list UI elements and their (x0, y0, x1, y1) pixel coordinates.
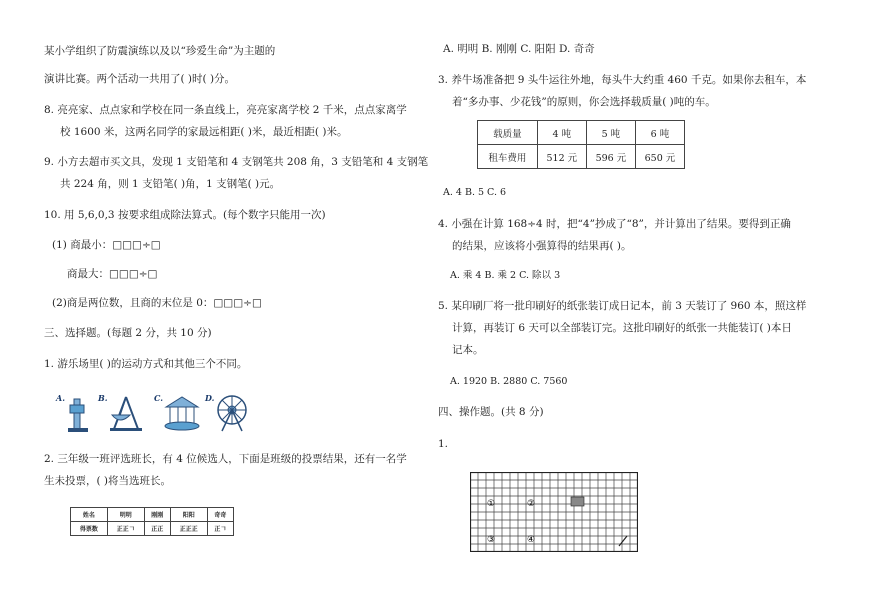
grid-shape-block (571, 497, 584, 506)
table-cell: 正𠃍 (207, 522, 233, 536)
table-cell: 租车费用 (478, 145, 538, 169)
table-cell: 正正正 (170, 522, 207, 536)
q7-line1: 某小学组织了防震演练以及以“珍爱生命”为主题的 (44, 45, 276, 57)
c5-options: A. 1920 B. 2880 C. 7560 (450, 376, 568, 387)
table-cell: 5 吨 (586, 121, 635, 145)
pirate-ship-icon (106, 393, 146, 433)
c1-question: 1. 游乐场里( )的运动方式和其他三个不同。 (44, 358, 248, 370)
c3-line2: 着“多办事、少花钱”的原则，你会选择载质量( )吨的车。 (452, 96, 716, 108)
table-cell: 6 吨 (635, 121, 684, 145)
c5-line3: 记本。 (452, 344, 484, 356)
drop-tower-icon (62, 395, 94, 433)
table-cell: 得票数 (71, 522, 108, 536)
option-a-label: A. (56, 393, 65, 403)
q8-line1: 8. 亮亮家、点点家和学校在同一条直线上，亮亮家离学校 2 千米，点点家离学 (44, 104, 407, 116)
table-cell: 650 元 (635, 145, 684, 169)
grid-mark-2: ② (527, 499, 536, 509)
q10-c: (2)商是两位数，且商的末位是 0：□□□÷□ (52, 297, 262, 309)
c3-options: A. 4 B. 5 C. 6 (443, 187, 507, 198)
table-cell: 512 元 (537, 145, 586, 169)
q10-a: (1) 商最小：□□□÷□ (52, 239, 161, 251)
table-cell: 阳阳 (170, 508, 207, 522)
option-d-label: D. (205, 393, 215, 403)
c4-options: A. 乘 4 B. 乘 2 C. 除以 3 (450, 270, 561, 281)
section-3-heading: 三、选择题。(每题 2 分，共 10 分) (44, 327, 212, 339)
option-b-label: B. (98, 393, 108, 403)
c2-line2: 生未投票，( )将当选班长。 (44, 475, 172, 487)
grid-mark-4: ④ (527, 535, 536, 545)
c2-options: A. 明明 B. 刚刚 C. 阳阳 D. 奇奇 (443, 43, 595, 55)
carousel-icon (162, 393, 202, 433)
truck-table-row (478, 145, 685, 169)
vote-table-header (71, 508, 234, 522)
table-cell: 正正 (144, 522, 170, 536)
table-cell: 明明 (107, 508, 144, 522)
ferris-wheel-icon (212, 392, 252, 434)
op1-number: 1. (438, 438, 449, 450)
table-cell: 姓名 (71, 508, 108, 522)
q7-line2: 演讲比赛。两个活动一共用了( )时( )分。 (44, 73, 236, 85)
table-cell: 4 吨 (537, 121, 586, 145)
truck-table-header (478, 121, 685, 145)
table-cell: 载质量 (478, 121, 538, 145)
truck-table (477, 120, 685, 169)
c4-line2: 的结果，应该将小强算得的结果再( )。 (452, 240, 632, 252)
q10-line1: 10. 用 5,6,0,3 按要求组成除法算式。(每个数字只能用一次) (44, 209, 326, 221)
c3-line1: 3. 养牛场准备把 9 头牛运往外地，每头牛大约重 460 千克。如果你去租车，本 (438, 74, 807, 86)
c4-line1: 4. 小强在计算 168÷4 时，把“4”抄成了“8”，并计算出了结果。要得到正确 (438, 218, 791, 230)
c5-line1: 5. 某印刷厂将一批印刷好的纸张装订成日记本，前 3 天装订了 960 本，照这样 (438, 300, 807, 312)
c2-line1: 2. 三年级一班评选班长，有 4 位候选人，下面是班级的投票结果，还有一名学 (44, 453, 407, 465)
table-cell: 正正𠃍 (107, 522, 144, 536)
grid-mark-3: ③ (487, 535, 496, 545)
table-cell: 奇奇 (207, 508, 233, 522)
option-c-label: C. (154, 393, 164, 403)
c5-line2: 计算，再装订 6 天可以全部装订完。这批印刷好的纸张一共能装订( )本日 (452, 322, 792, 334)
vote-table-row (71, 522, 234, 536)
table-cell: 刚刚 (144, 508, 170, 522)
q9-line1: 9. 小方去超市买文具，发现 1 支铅笔和 4 支钢笔共 208 角，3 支铅笔和 4 支钢笔 (44, 156, 429, 168)
table-cell: 596 元 (586, 145, 635, 169)
section-4-heading: 四、操作题。(共 8 分) (438, 406, 544, 418)
grid-mark-1: ① (487, 499, 496, 509)
vote-table (70, 507, 234, 536)
grid-arrow-mark (619, 536, 627, 546)
q9-line2: 共 224 角，则 1 支铅笔( )角，1 支钢笔( )元。 (60, 178, 281, 190)
q8-line2: 校 1600 米，这两名同学的家最远相距( )米，最近相距( )米。 (60, 126, 348, 138)
q10-b: 商最大：□□□÷□ (67, 268, 158, 280)
operation-grid (470, 472, 638, 552)
